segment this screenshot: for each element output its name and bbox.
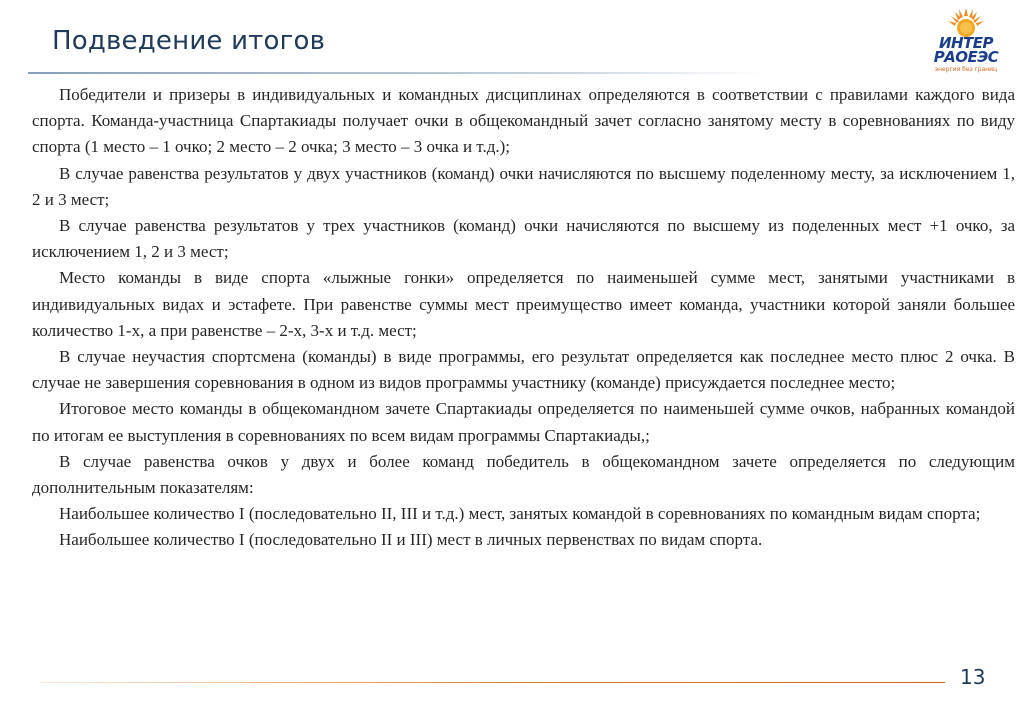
paragraph: Победители и призеры в индивидуальных и командных дисциплинах определяются в соответствии с правилами каждого вида спорта. Команда-участница Спартакиады получает очки в общекомандный зачет согласно занятому месту в соревнованиях по виду спорта (1 место – 1 очко; 2 место – 2 очка; 3 место – 3 очка и т.д.); [32,85,1015,157]
footer-divider [40,682,945,683]
slide-title: Подведение итогов [52,26,326,56]
paragraph: Наибольшее количество I (последовательно II и III) мест в личных первенствах по видам спорта. [59,530,763,550]
paragraph: В случае равенства результатов у двух участников (команд) очки начисляются по высшему поделенному месту, за исключением 1, 2 и 3 мест; [32,163,1015,209]
page-number: 13 [960,665,986,689]
paragraph: Наибольшее количество I (последовательно II, III и т.д.) мест, занятых командой в соревнованиях по командным видам спорта; [59,504,981,524]
logo-text-line2: РАОЕЭС [933,48,999,66]
paragraph: Итоговое место команды в общекомандном зачете Спартакиады определяется по наименьшей сумме очков, набранных командой по итогам ее выступления в соревнованиях по всем видам программы Спартакиады,; [32,399,1015,445]
slide-body [32,82,1015,554]
paragraph: В случае неучастия спортсмена (команды) в виде программы, его результат определяется как последнее место плюс 2 очка. В случае не завершения соревнования в одном из видов программы участнику (команде) присуждается последнее место; [32,347,1015,393]
paragraph: В случае равенства очков у двух и более команд победитель в общекомандном зачете определяется по следующим дополнительным показателям: [32,451,1015,498]
company-logo [928,6,1004,76]
logo-text-line1: ИНТЕР [938,34,994,52]
title-divider [28,72,766,74]
paragraph: В случае равенства результатов у трех участников (команд) очки начисляются по высшему из поделенных мест +1 очко, за исключением 1, 2 и 3 мест; [32,216,1015,262]
paragraph: Место команды в виде спорта «лыжные гонки» определяется по наименьшей сумме мест, занятыми участниками в индивидуальных видах и эстафете. При равенстве суммы мест преимущество имеет команда, участники которой заняли большее количество 1-х, а при равенстве – 2-х, 3-х и т.д. мест; [32,268,1015,340]
logo-slogan: энергия без границ [934,66,998,73]
